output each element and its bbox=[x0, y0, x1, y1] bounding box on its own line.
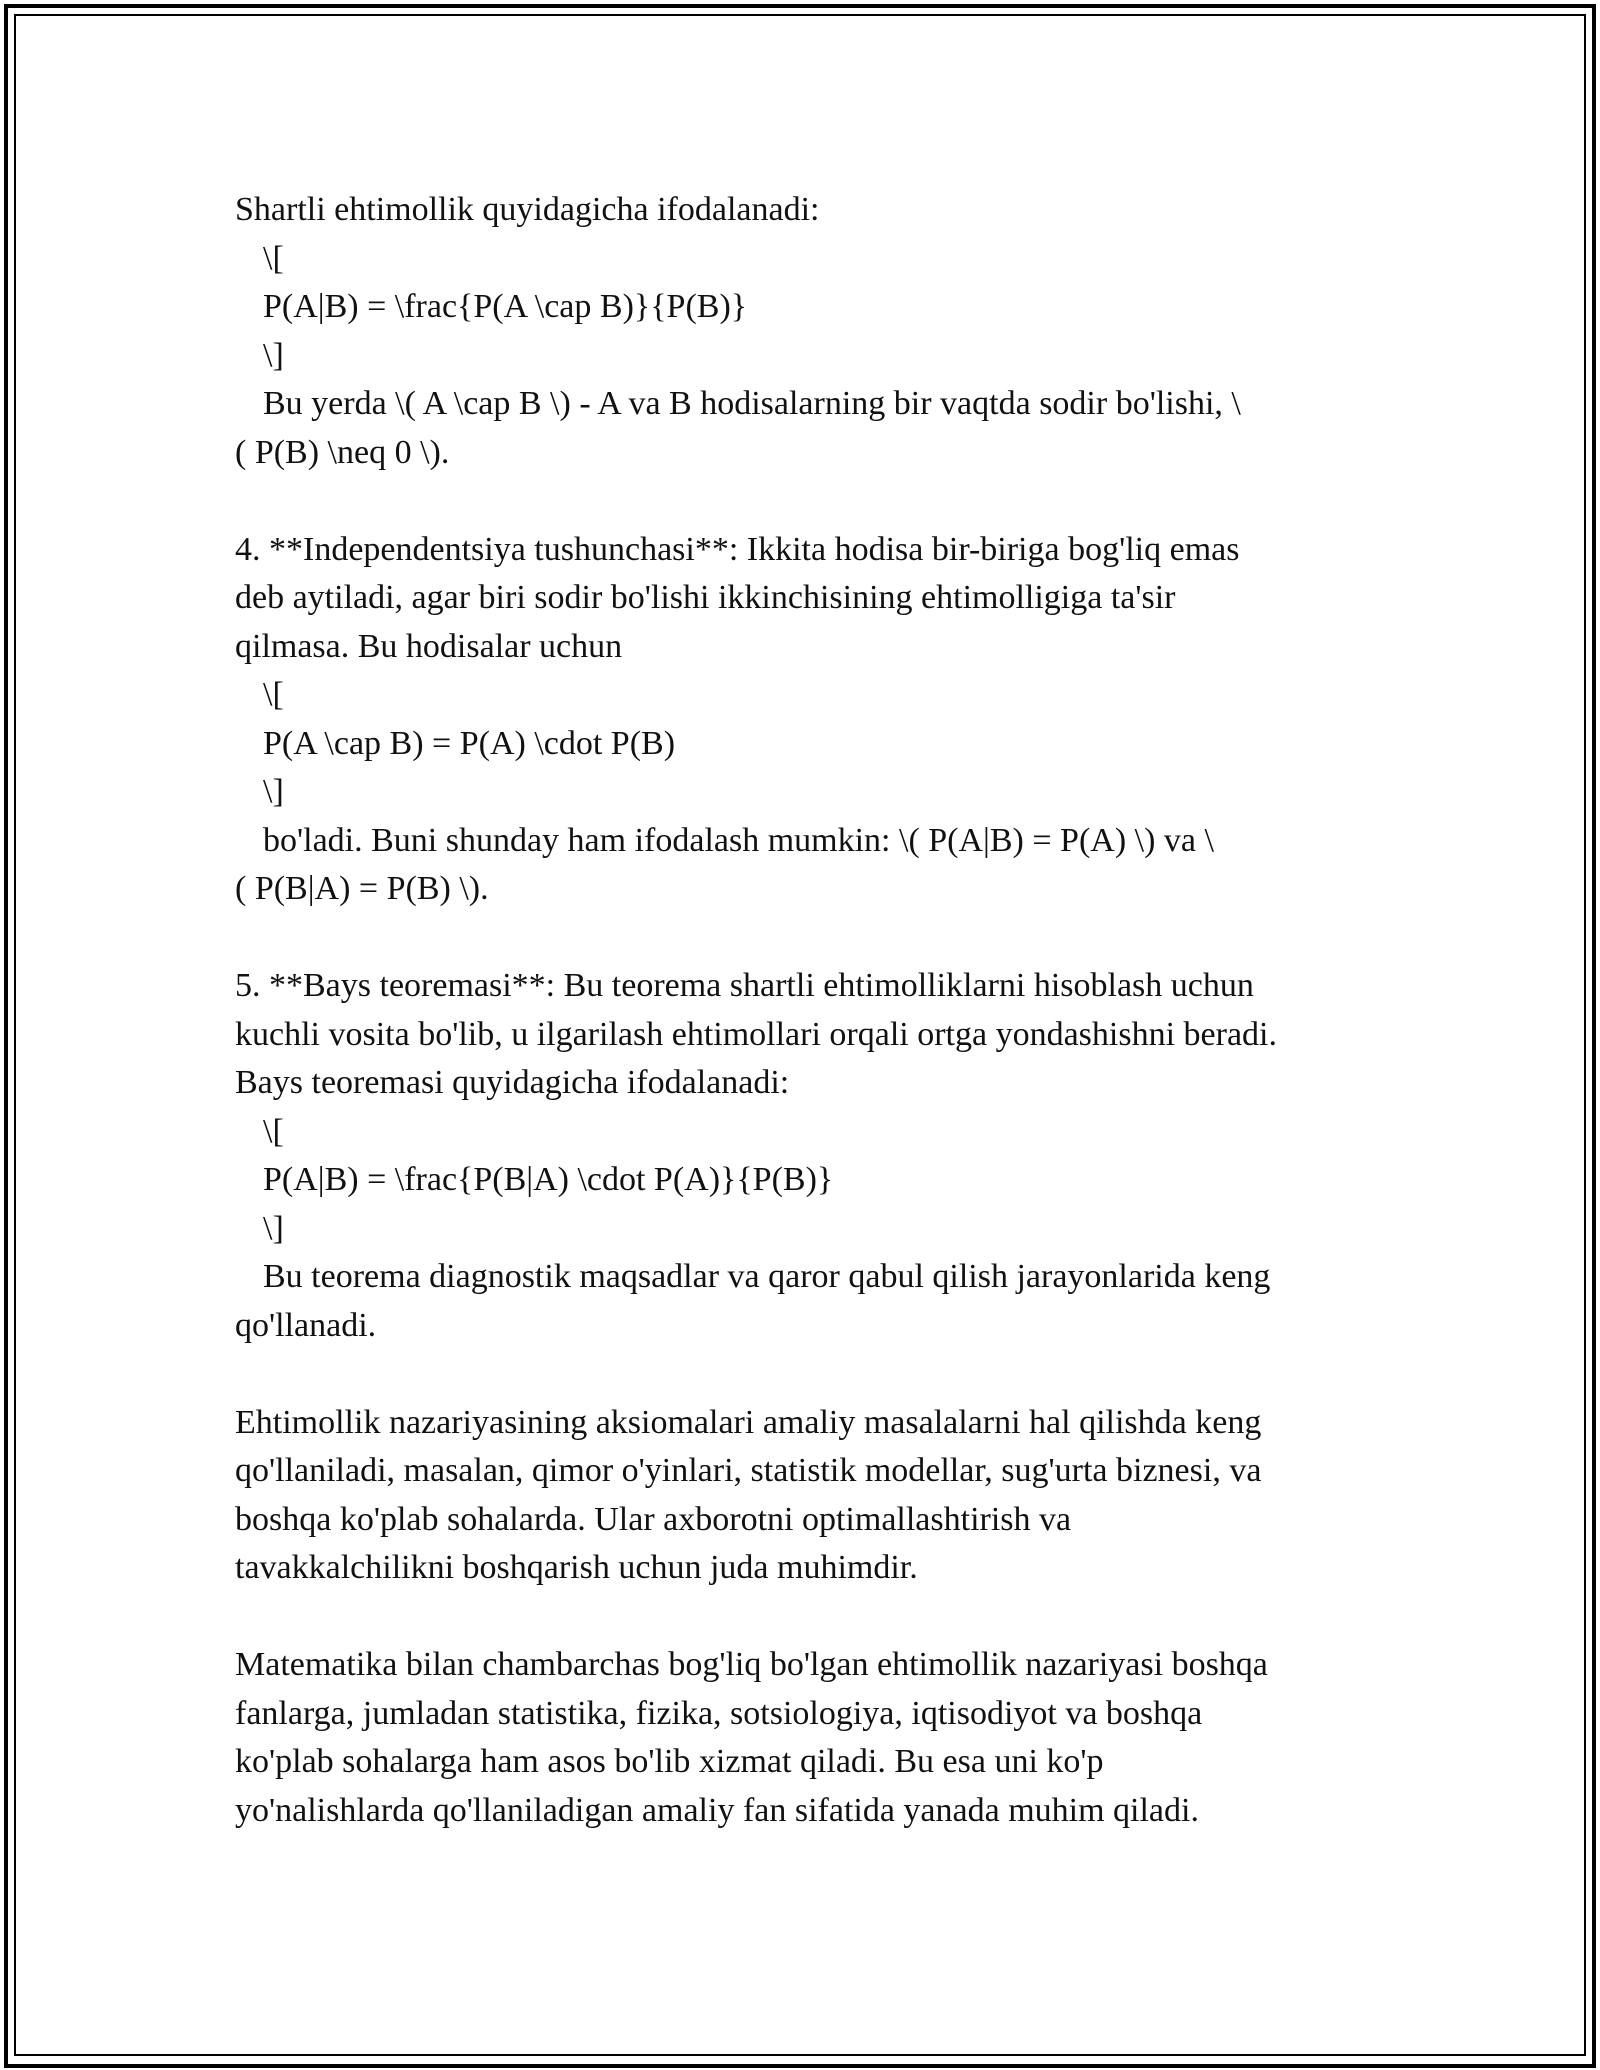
text-line: \[ bbox=[263, 239, 284, 277]
text-line: P(A|B) = \frac{P(A \cap B)}{P(B)} bbox=[263, 288, 748, 325]
text-line: Bu teorema diagnostik maqsadlar va qaror qabul qilish jarayonlarida keng bbox=[263, 1258, 1271, 1295]
text-line: qo'llanadi. bbox=[235, 1306, 377, 1344]
text-line: ko'plab sohalarga ham asos bo'lib xizmat qiladi. Bu esa uni ko'p bbox=[235, 1743, 1104, 1780]
text-line: \[ bbox=[263, 1112, 284, 1150]
text-line: \] bbox=[263, 773, 284, 810]
text-line: Bays teoremasi quyidagicha ifodalanadi: bbox=[235, 1064, 790, 1101]
text-line: \] bbox=[263, 336, 284, 374]
text-line: \] bbox=[263, 1209, 284, 1247]
text-line: Matematika bilan chambarchas bog'liq bo'lgan ehtimollik nazariyasi boshqa bbox=[235, 1646, 1268, 1683]
text-line: deb aytiladi, agar biri sodir bo'lishi ikkinchisining ehtimolligiga ta'sir bbox=[235, 579, 1176, 616]
document-body bbox=[235, 186, 1375, 1835]
text-line: 4. **Independentsiya tushunchasi**: Ikkita hodisa bir-biriga bog'liq emas bbox=[235, 530, 1240, 568]
text-line: tavakkalchilikni boshqarish uchun juda muhimdir. bbox=[235, 1549, 918, 1586]
paragraph-gap bbox=[235, 914, 1375, 963]
text-line: fanlarga, jumladan statistika, fizika, sotsiologiya, iqtisodiyot va boshqa bbox=[235, 1694, 1203, 1732]
text-line: 5. **Bays teoremasi**: Bu teorema shartli ehtimolliklarni hisoblash uchun bbox=[235, 967, 1254, 1004]
text-line: P(A \cap B) = P(A) \cdot P(B) bbox=[263, 724, 676, 762]
text-line: qo'llaniladi, masalan, qimor o'yinlari, statistik modellar, sug'urta biznesi, va bbox=[235, 1452, 1262, 1489]
text-line: ( P(B) \neq 0 \). bbox=[235, 433, 450, 471]
text-line: qilmasa. Bu hodisalar uchun bbox=[235, 627, 623, 665]
text-line: Ehtimollik nazariyasining aksiomalari amaliy masalalarni hal qilishda keng bbox=[235, 1403, 1262, 1441]
paragraph-gap bbox=[235, 477, 1375, 526]
paragraph-gap bbox=[235, 1593, 1375, 1642]
text-line: yo'nalishlarda qo'llaniladigan amaliy fan sifatida yanada muhim qiladi. bbox=[235, 1791, 1199, 1829]
text-line: Bu yerda \( A \cap B \) - A va B hodisalarning bir vaqtda sodir bo'lishi, \ bbox=[263, 385, 1241, 422]
text-line: Shartli ehtimollik quyidagicha ifodalanadi: bbox=[235, 191, 820, 228]
text-line: P(A|B) = \frac{P(B|A) \cdot P(A)}{P(B)} bbox=[263, 1161, 834, 1198]
text-line: \[ bbox=[263, 676, 284, 713]
text-line: bo'ladi. Buni shunday ham ifodalash mumkin: \( P(A|B) = P(A) \) va \ bbox=[263, 821, 1214, 859]
text-line: kuchli vosita bo'lib, u ilgarilash ehtimollari orqali ortga yondashishni beradi. bbox=[235, 1015, 1277, 1053]
paragraph-gap bbox=[235, 1350, 1375, 1399]
text-line: ( P(B|A) = P(B) \). bbox=[235, 870, 489, 907]
text-line: boshqa ko'plab sohalarda. Ular axborotni optimallashtirish va bbox=[235, 1500, 1072, 1538]
